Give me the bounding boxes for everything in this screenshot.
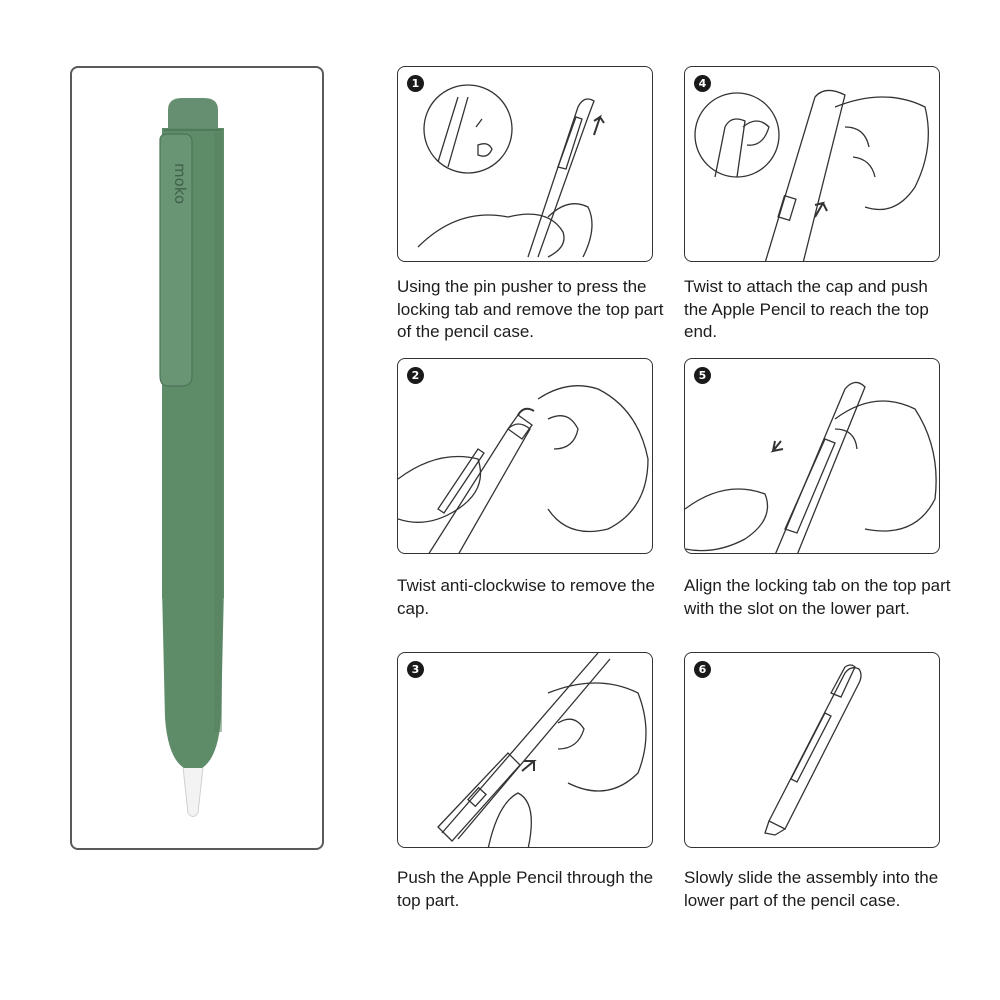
- step-4-drawing: [685, 67, 940, 262]
- step-number-badge: 4: [694, 75, 711, 92]
- step-5-caption: Align the locking tab on the top part with the slot on the lower part.: [684, 576, 951, 618]
- step-1-drawing: [398, 67, 653, 262]
- step-6-drawing: [685, 653, 940, 848]
- step-1-illustration: [397, 66, 653, 262]
- step-number-badge: 6: [694, 661, 711, 678]
- step-2-caption: Twist anti-clockwise to remove the cap.: [397, 576, 655, 618]
- step-number-badge: 1: [407, 75, 424, 92]
- step-3-caption: Push the Apple Pencil through the top part.: [397, 868, 654, 910]
- brand-logo: moko: [171, 163, 189, 205]
- step-6-caption: Slowly slide the assembly into the lower part of the pencil case.: [684, 868, 939, 910]
- step-1-caption: Using the pin pusher to press the locking tab and remove the top part of the pencil case.: [397, 277, 664, 341]
- step-3-illustration: [397, 652, 653, 848]
- step-5-illustration: [684, 358, 940, 554]
- step-5-drawing: [685, 359, 940, 554]
- step-2-illustration: [397, 358, 653, 554]
- step-number-badge: 2: [407, 367, 424, 384]
- step-4-caption: Twist to attach the cap and push the Apple Pencil to reach the top end.: [684, 277, 929, 341]
- step-6-illustration: [684, 652, 940, 848]
- step-3-drawing: [398, 653, 653, 848]
- step-number-badge: 5: [694, 367, 711, 384]
- step-number-badge: 3: [407, 661, 424, 678]
- product-image-panel: [70, 66, 324, 850]
- step-4-illustration: [684, 66, 940, 262]
- step-2-drawing: [398, 359, 653, 554]
- green-pencil-case-image: [72, 68, 326, 852]
